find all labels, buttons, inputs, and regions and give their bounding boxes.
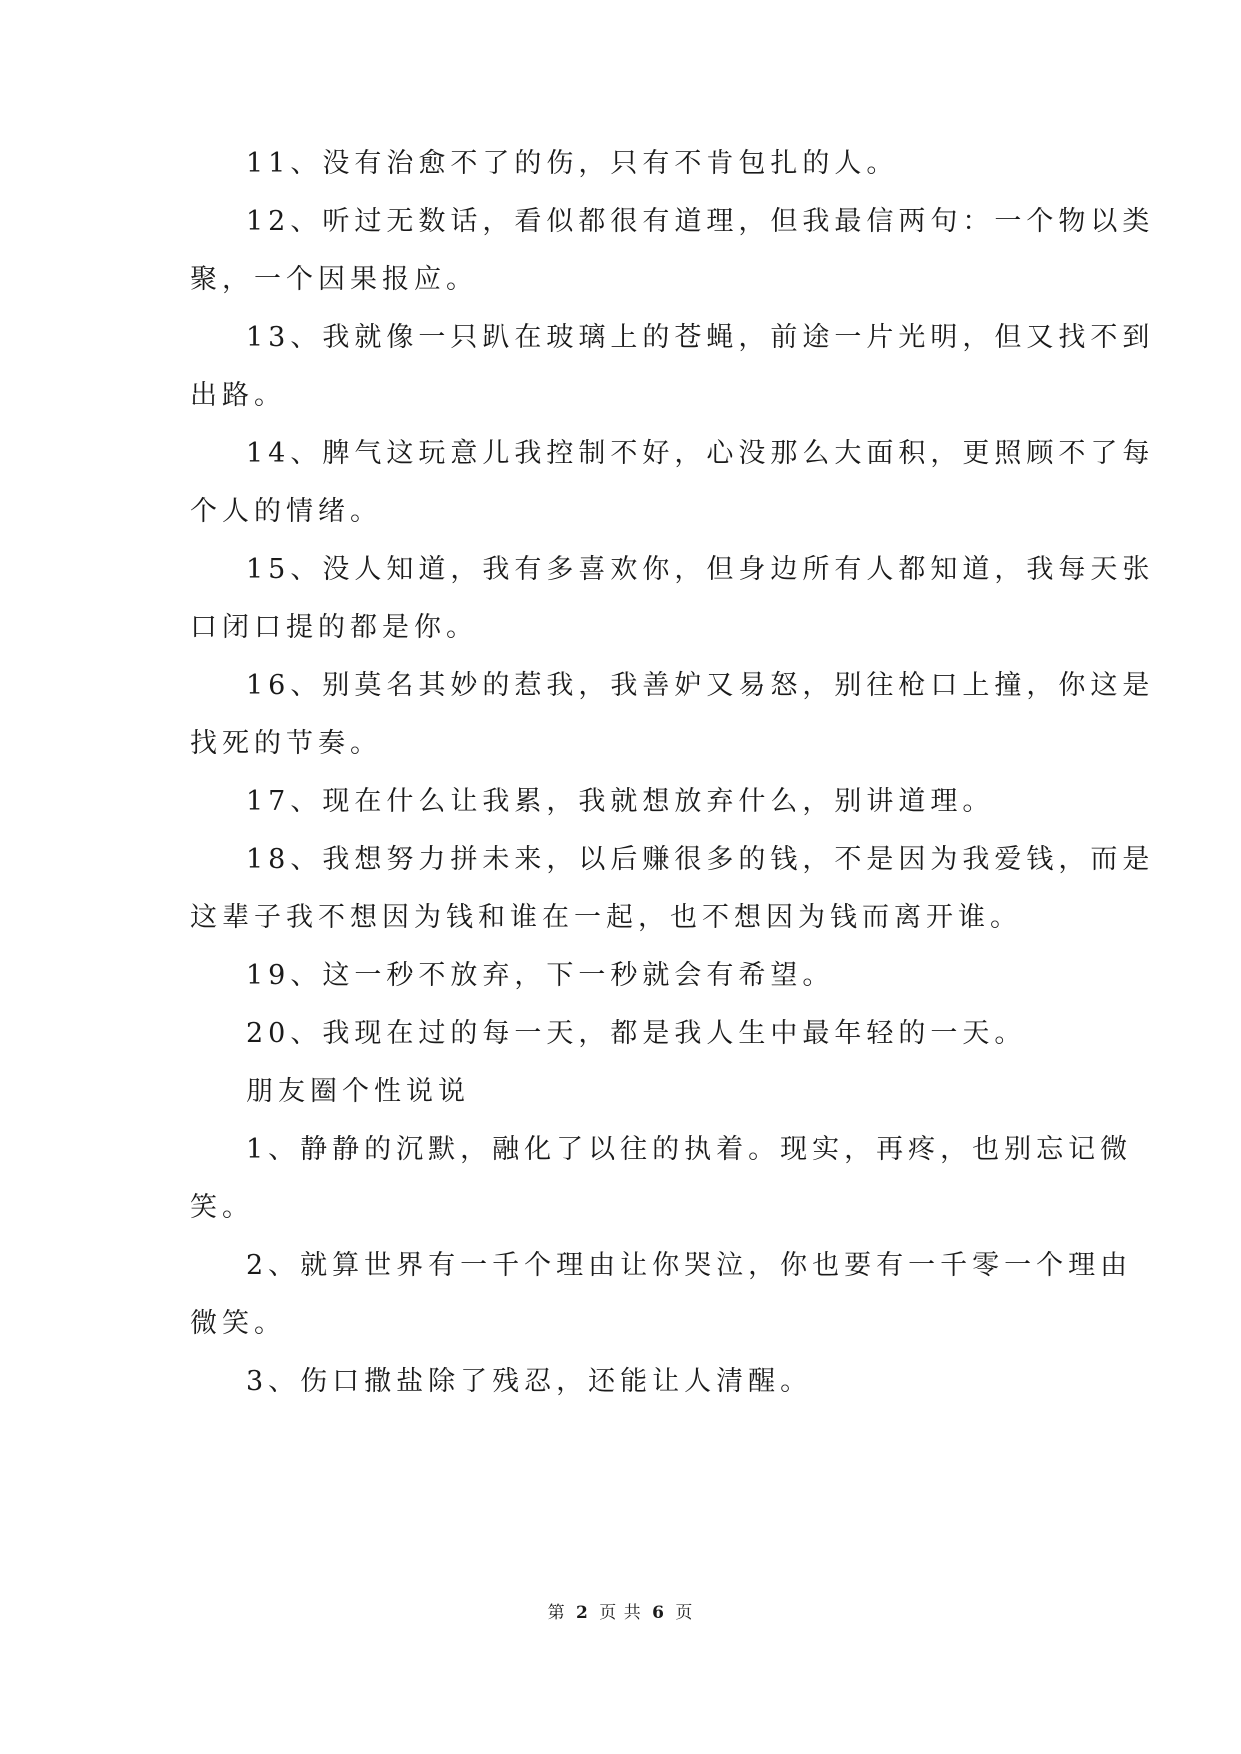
paragraph-14-line-1: 14、脾气这玩意儿我控制不好，心没那么大面积，更照顾不了每 <box>246 438 1155 469</box>
paragraph-12-line-2: 聚，一个因果报应。 <box>190 264 478 295</box>
paragraph-17-line-1: 17、现在什么让我累，我就想放弃什么，别讲道理。 <box>246 786 995 817</box>
paragraph-16-line-2: 找死的节奏。 <box>190 728 382 759</box>
page-footer <box>0 1602 1241 1624</box>
quote-3-line-1: 3、伤口撒盐除了残忍，还能让人清醒。 <box>246 1366 813 1397</box>
quote-2-line-1: 2、就算世界有一千个理由让你哭泣，你也要有一千零一个理由 <box>246 1250 1133 1281</box>
paragraph-15-line-2: 口闭口提的都是你。 <box>190 612 478 643</box>
quote-1-line-2: 笑。 <box>190 1192 254 1223</box>
paragraph-12-line-1: 12、听过无数话，看似都很有道理，但我最信两句：一个物以类 <box>246 206 1155 237</box>
paragraph-18-line-2: 这辈子我不想因为钱和谁在一起，也不想因为钱而离开谁。 <box>190 902 1022 933</box>
paragraph-15-line-1: 15、没人知道，我有多喜欢你，但身边所有人都知道，我每天张 <box>246 554 1155 585</box>
paragraph-11-line-1: 11、没有治愈不了的伤，只有不肯包扎的人。 <box>246 148 899 179</box>
section-heading: 朋友圈个性说说 <box>246 1076 470 1107</box>
paragraph-16-line-1: 16、别莫名其妙的惹我，我善妒又易怒，别往枪口上撞，你这是 <box>246 670 1155 701</box>
footer-suffix: 页 <box>675 1603 694 1623</box>
quote-2-line-2: 微笑。 <box>190 1308 286 1339</box>
paragraph-13-line-2: 出路。 <box>190 380 286 411</box>
footer-middle: 页 共 <box>599 1603 642 1623</box>
paragraph-13-line-1: 13、我就像一只趴在玻璃上的苍蝇，前途一片光明，但又找不到 <box>246 322 1155 353</box>
quote-1-line-1: 1、静静的沉默，融化了以往的执着。现实，再疼，也别忘记微 <box>246 1134 1133 1165</box>
footer-current-page: 2 <box>576 1603 589 1623</box>
footer-total-pages: 6 <box>652 1603 665 1623</box>
footer-prefix: 第 <box>547 1603 566 1623</box>
paragraph-19-line-1: 19、这一秒不放弃，下一秒就会有希望。 <box>246 960 835 991</box>
paragraph-18-line-1: 18、我想努力拼未来，以后赚很多的钱，不是因为我爱钱，而是 <box>246 844 1155 875</box>
paragraph-20-line-1: 20、我现在过的每一天，都是我人生中最年轻的一天。 <box>246 1018 1027 1049</box>
paragraph-14-line-2: 个人的情绪。 <box>190 496 382 527</box>
